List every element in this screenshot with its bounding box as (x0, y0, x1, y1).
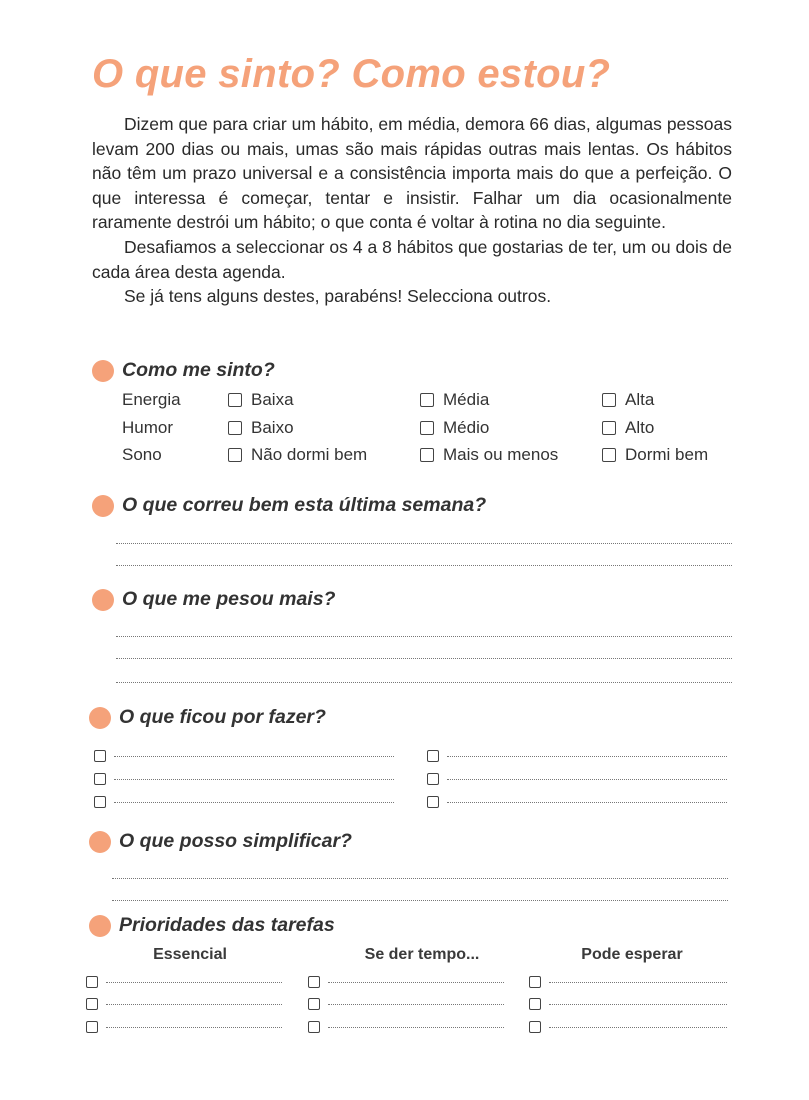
section-title: O que correu bem esta última semana? (122, 494, 487, 516)
section-title: Como me sinto? (122, 359, 275, 381)
section-simplify (89, 830, 352, 853)
checkbox[interactable] (427, 796, 439, 808)
checkbox[interactable] (228, 448, 242, 462)
priority-item[interactable] (529, 1020, 727, 1034)
mood-label: Humor (122, 417, 174, 437)
writing-line[interactable] (112, 878, 728, 879)
writing-line[interactable] (549, 1004, 727, 1005)
mood-label: Sono (122, 445, 162, 464)
writing-line[interactable] (106, 982, 282, 983)
checkbox[interactable] (602, 393, 616, 407)
mood-option[interactable] (228, 390, 294, 410)
priority-item[interactable] (86, 997, 282, 1011)
mood-option[interactable] (420, 445, 558, 465)
checkbox[interactable] (86, 976, 98, 988)
bullet-dot-icon (92, 360, 114, 382)
writing-line[interactable] (328, 1004, 504, 1005)
option-label: Média (443, 390, 490, 409)
bullet-dot-icon (89, 915, 111, 937)
checkbox[interactable] (308, 976, 320, 988)
intro-paragraph: Desafiamos a seleccionar os 4 a 8 hábitos que gostarias de ter, um ou dois de cada área desta agenda. (92, 236, 732, 282)
checkbox[interactable] (308, 1021, 320, 1033)
writing-line[interactable] (328, 982, 504, 983)
mood-option[interactable] (228, 418, 294, 438)
writing-line[interactable] (549, 1027, 727, 1028)
checkbox[interactable] (602, 421, 616, 435)
mood-row-humor (122, 416, 732, 444)
bullet-dot-icon (89, 707, 111, 729)
writing-line[interactable] (106, 1004, 282, 1005)
writing-line[interactable] (116, 682, 732, 683)
writing-line[interactable] (447, 756, 727, 757)
writing-line[interactable] (328, 1027, 504, 1028)
priority-item[interactable] (86, 975, 282, 989)
writing-line[interactable] (116, 565, 732, 566)
intro-paragraph: Se já tens alguns destes, parabéns! Selecciona outros. (124, 286, 552, 307)
section-title: O que ficou por fazer? (119, 706, 326, 728)
mood-option[interactable] (602, 445, 708, 465)
mood-option[interactable] (602, 418, 654, 438)
mood-label: Energia (122, 390, 181, 409)
todo-item[interactable] (427, 795, 727, 809)
option-label: Alta (625, 390, 655, 409)
checkbox[interactable] (228, 393, 242, 407)
section-went-well (92, 494, 486, 517)
option-label: Mais ou menos (443, 445, 559, 464)
priority-item[interactable] (529, 975, 727, 989)
checkbox[interactable] (86, 998, 98, 1010)
section-feel (92, 359, 275, 382)
writing-line[interactable] (447, 802, 727, 803)
checkbox[interactable] (529, 998, 541, 1010)
priority-item[interactable] (308, 997, 504, 1011)
option-label: Baixa (251, 390, 294, 409)
option-label: Médio (443, 417, 490, 437)
intro-paragraph: Dizem que para criar um hábito, em média, demora 66 dias, algumas pessoas levam 200 dias ou mais, umas são mais rápidas outras mais lentas. Os hábitos não têm um prazo universal e a consistência importa mais do que a perfeição. O que interessa é começar, tentar e insistir. Falhar um dia ocasionalmente raramente destrói um hábito; o que conta é voltar à rotina no dia seguinte. (92, 114, 732, 233)
writing-line[interactable] (106, 1027, 282, 1028)
todo-item[interactable] (94, 795, 394, 809)
checkbox[interactable] (427, 750, 439, 762)
priority-column-can-wait: Pode esperar (581, 946, 683, 963)
priority-column-if-time: Se der tempo... (364, 946, 480, 963)
checkbox[interactable] (420, 393, 434, 407)
section-title: O que me pesou mais? (122, 588, 336, 610)
writing-line[interactable] (112, 900, 728, 901)
mood-grid (122, 388, 732, 471)
checkbox[interactable] (94, 773, 106, 785)
writing-line[interactable] (114, 802, 394, 803)
checkbox[interactable] (94, 796, 106, 808)
checkbox[interactable] (427, 773, 439, 785)
checkbox[interactable] (529, 1021, 541, 1033)
option-label: Baixo (251, 417, 294, 437)
writing-line[interactable] (549, 982, 727, 983)
writing-line[interactable] (114, 756, 394, 757)
checkbox[interactable] (420, 448, 434, 462)
section-weighed (92, 588, 335, 611)
section-title: O que posso simplificar? (119, 830, 352, 852)
bullet-dot-icon (92, 589, 114, 611)
checkbox[interactable] (308, 998, 320, 1010)
writing-line[interactable] (447, 779, 727, 780)
section-priorities (89, 914, 335, 937)
mood-option[interactable] (228, 445, 367, 465)
priority-item[interactable] (86, 1020, 282, 1034)
todo-item[interactable] (427, 749, 727, 763)
priority-column-essential: Essencial (153, 946, 227, 963)
priority-item[interactable] (308, 975, 504, 989)
todo-item[interactable] (94, 772, 394, 786)
mood-option[interactable] (420, 390, 489, 410)
checkbox[interactable] (602, 448, 616, 462)
mood-row-energia (122, 388, 732, 416)
intro-text (92, 112, 732, 309)
page-title: O que sinto? Como estou? (92, 52, 611, 96)
writing-line[interactable] (116, 543, 732, 544)
section-left-undone (89, 706, 326, 729)
priority-item[interactable] (529, 997, 727, 1011)
checkbox[interactable] (228, 421, 242, 435)
todo-item[interactable] (427, 772, 727, 786)
writing-line[interactable] (114, 779, 394, 780)
checkbox[interactable] (529, 976, 541, 988)
writing-line[interactable] (116, 636, 732, 637)
writing-line[interactable] (116, 658, 732, 659)
mood-option[interactable] (602, 390, 654, 410)
section-title: Prioridades das tarefas (119, 914, 335, 936)
priority-item[interactable] (308, 1020, 504, 1034)
bullet-dot-icon (89, 831, 111, 853)
option-label: Não dormi bem (251, 445, 368, 464)
option-label: Alto (625, 417, 655, 437)
todo-item[interactable] (94, 749, 394, 763)
checkbox[interactable] (86, 1021, 98, 1033)
mood-row-sono (122, 443, 732, 471)
option-label: Dormi bem (625, 445, 709, 464)
checkbox[interactable] (420, 421, 434, 435)
mood-option[interactable] (420, 418, 489, 438)
checkbox[interactable] (94, 750, 106, 762)
bullet-dot-icon (92, 495, 114, 517)
